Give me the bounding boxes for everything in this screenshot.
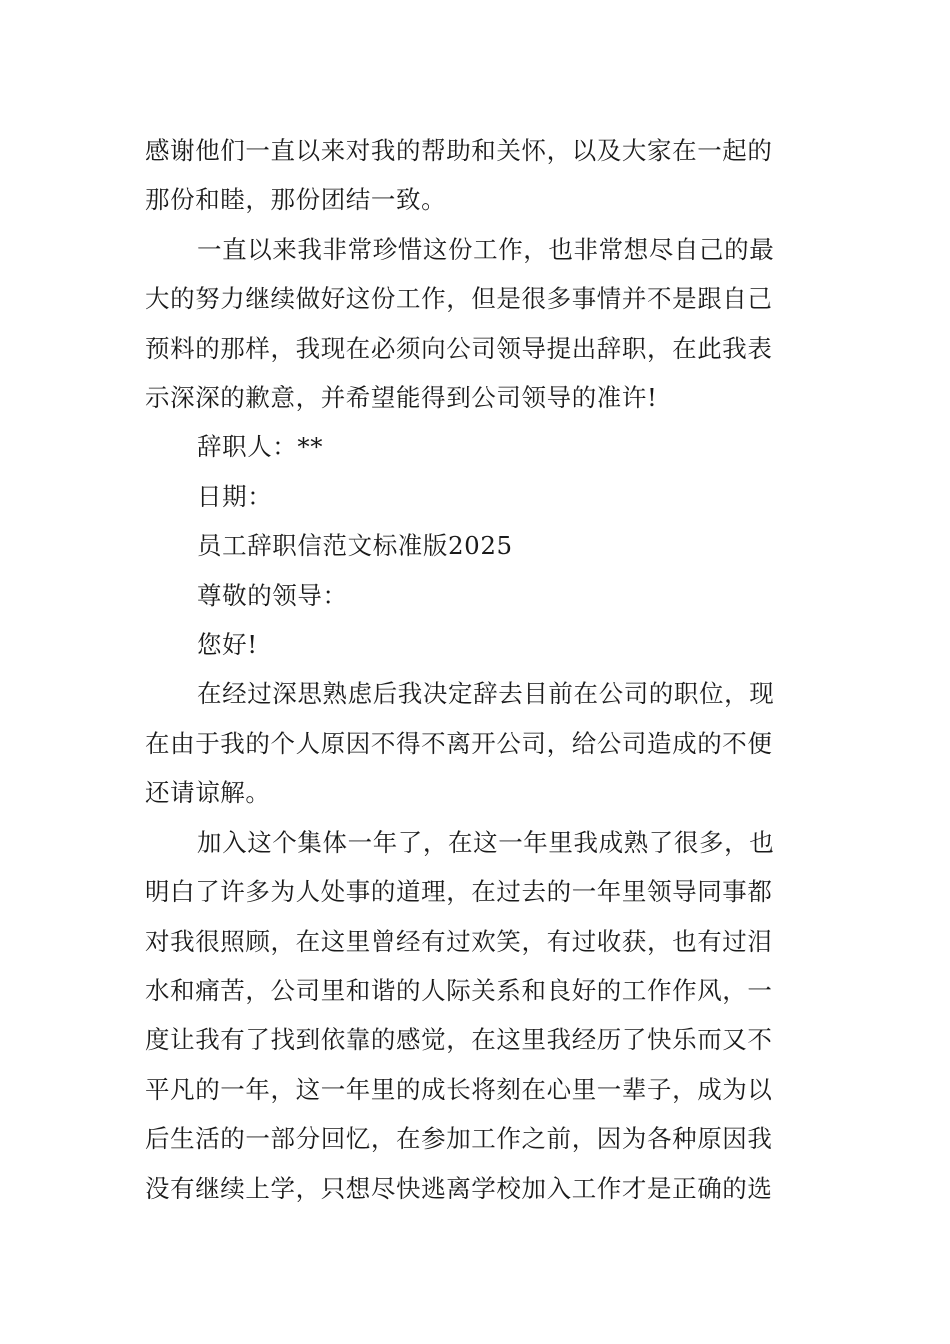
text-line: 日期：	[197, 481, 273, 511]
text-line: 水和痛苦，公司里和谐的人际关系和良好的工作作风，一	[145, 975, 773, 1005]
text-line: 预料的那样，我现在必须向公司领导提出辞职，在此我表	[145, 333, 773, 363]
text-line: 感谢他们一直以来对我的帮助和关怀，以及大家在一起的	[145, 136, 773, 165]
text-line: 大的努力继续做好这份工作，但是很多事情并不是跟自己	[145, 284, 773, 314]
text-line: 辞职人：**	[197, 432, 324, 462]
text-line: 那份和睦，那份团结一致。	[145, 185, 447, 215]
date-line	[145, 472, 810, 521]
text-line: 明白了许多为人处事的道理，在过去的一年里领导同事都	[145, 877, 773, 907]
paragraph	[145, 669, 810, 817]
text-line: 尊敬的领导：	[197, 580, 348, 610]
text-line: 员工辞职信范文标准版2025	[197, 531, 513, 561]
greeting	[145, 620, 810, 669]
text-line: 对我很照顾，在这里曾经有过欢笑，有过收获，也有过泪	[145, 926, 773, 956]
text-line: 在由于我的个人原因不得不离开公司，给公司造成的不便	[145, 728, 773, 758]
text-line: 在经过深思熟虑后我决定辞去目前在公司的职位，现	[197, 679, 775, 709]
text-line: 度让我有了找到依靠的感觉，在这里我经历了快乐而又不	[145, 1025, 773, 1055]
text-line: 还请谅解。	[145, 778, 271, 808]
text-line: 后生活的一部分回忆，在参加工作之前，因为各种原因我	[145, 1124, 773, 1154]
text-line: 没有继续上学，只想尽快逃离学校加入工作才是正确的选	[145, 1173, 773, 1203]
text-line: 加入这个集体一年了，在这一年里我成熟了很多，也	[197, 827, 775, 857]
salutation	[145, 571, 810, 620]
text-line: 一直以来我非常珍惜这份工作，也非常想尽自己的最	[197, 234, 775, 264]
paragraph	[145, 126, 810, 225]
paragraph	[145, 225, 810, 423]
resigner-line	[145, 422, 810, 471]
document-body	[145, 126, 810, 1213]
text-line: 示深深的歉意，并希望能得到公司领导的准许!	[145, 383, 658, 413]
text-line: 平凡的一年，这一年里的成长将刻在心里一辈子，成为以	[145, 1074, 773, 1104]
paragraph	[145, 818, 810, 1213]
text-line: 您好!	[197, 630, 258, 660]
section-title	[145, 521, 810, 570]
